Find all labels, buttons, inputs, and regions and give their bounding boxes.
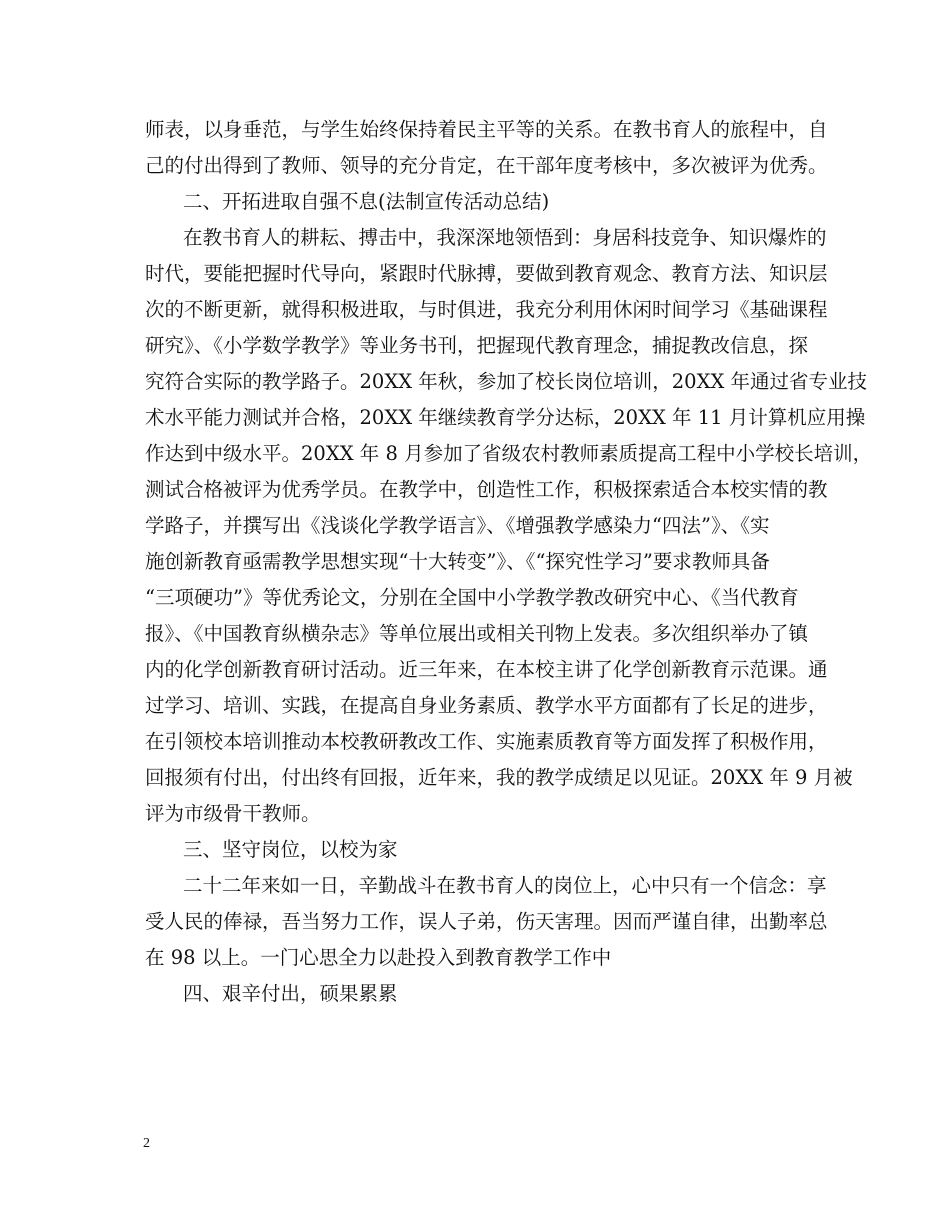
text-line-5: 时代，要能把握时代导向，紧跟时代脉搏，要做到教育观念、教育方法、知识层 xyxy=(145,262,828,285)
text-line-22: 二十二年来如一日，辛勤战斗在教书育人的岗位上，心中只有一个信念：享 xyxy=(183,874,827,897)
section-heading-2: 二、开拓进取自强不息(法制宣传活动总结) xyxy=(183,190,550,213)
text-line-8: 究符合实际的教学路子。20XX 年秋，参加了校长岗位培训，20XX 年通过省专业技 xyxy=(145,370,868,393)
text-line-24: 在 98 以上。一门心思全力以赴投入到教育教学工作中 xyxy=(145,946,612,969)
page-number: 2 xyxy=(143,1136,150,1151)
text-line-2: 己的付出得到了教师、领导的充分肯定，在干部年度考核中，多次被评为优秀。 xyxy=(145,154,828,177)
text-line-7: 研究》、《小学数学教学》等业务书刊，把握现代教育理念，捕捉教改信息，探 xyxy=(145,334,809,357)
text-line-15: 报》、《中国教育纵横杂志》等单位展出或相关刊物上发表。多次组织举办了镇 xyxy=(145,622,809,645)
text-line-1: 师表，以身垂范，与学生始终保持着民主平等的关系。在教书育人的旅程中，自 xyxy=(145,118,828,141)
text-line-18: 在引领校本培训推动本校教研教改工作、实施素质教育等方面发挥了积极作用， xyxy=(145,730,828,753)
text-line-16: 内的化学创新教育研讨活动。近三年来，在本校主讲了化学创新教育示范课。通 xyxy=(145,658,828,681)
section-heading-3: 三、坚守岗位，以校为家 xyxy=(183,838,398,861)
text-line-19: 回报须有付出，付出终有回报，近年来，我的教学成绩足以见证。20XX 年 9 月被 xyxy=(145,766,853,789)
text-line-11: 测试合格被评为优秀学员。在教学中，创造性工作，积极探索适合本校实情的教 xyxy=(145,478,828,501)
text-line-13: 施创新教育亟需教学思想实现“十大转变”》、《“探究性学习”要求教师具备 xyxy=(145,550,770,573)
text-line-9: 术水平能力测试并合格，20XX 年继续教育学分达标，20XX 年 11 月计算机应用操 xyxy=(145,406,866,429)
text-line-14: “三项硬功”》等优秀论文，分别在全国中小学教学教改研究中心、《当代教育 xyxy=(145,586,799,609)
text-line-23: 受人民的俸禄，吾当努力工作，误人子弟，伤天害理。因而严谨自律，出勤率总 xyxy=(145,910,828,933)
section-heading-4: 四、艰辛付出，硕果累累 xyxy=(183,982,398,1005)
text-line-17: 过学习、培训、实践，在提高自身业务素质、教学水平方面都有了长足的进步， xyxy=(145,694,828,717)
text-line-4: 在教书育人的耕耘、搏击中，我深深地领悟到：身居科技竞争、知识爆炸的 xyxy=(183,226,827,249)
text-line-6: 次的不断更新，就得积极进取，与时俱进，我充分利用休闲时间学习《基础课程 xyxy=(145,298,828,321)
text-line-20: 评为市级骨干教师。 xyxy=(145,802,321,825)
text-line-12: 学路子，并撰写出《浅谈化学教学语言》、《增强教学感染力“四法”》、《实 xyxy=(145,514,770,537)
text-line-10: 作达到中级水平。20XX 年 8 月参加了省级农村教师素质提高工程中小学校长培训， xyxy=(145,442,873,465)
